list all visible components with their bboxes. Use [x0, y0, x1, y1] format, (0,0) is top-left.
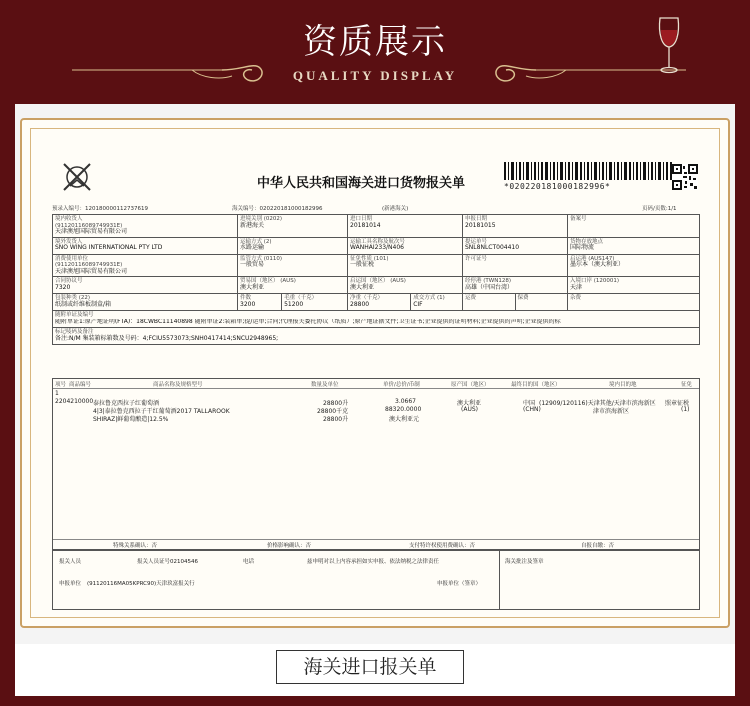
declaration-header-table — [52, 214, 700, 345]
origin-country: 澳大利亚 — [350, 283, 375, 291]
field-label: 净重（千克） — [350, 295, 384, 301]
col-header: 数量及单位 — [311, 382, 339, 388]
royalty-confirm: 支付特许权使用费确认：否 — [409, 543, 476, 549]
field-label: 境外发货人 — [55, 238, 83, 245]
field-label: 标记唛码及备注 — [55, 329, 94, 335]
declare-date: 20181015 — [465, 221, 496, 229]
transit-port: 高雄（中国台湾） — [465, 283, 514, 291]
gross-weight: 51200 — [284, 300, 304, 308]
customs-declaration — [52, 160, 700, 610]
declarant-cert: 报关人员证号02104546 — [137, 559, 198, 565]
field-label: 备案号 — [570, 216, 587, 222]
barcode — [504, 162, 672, 180]
entry-port: 新港海关 — [240, 221, 265, 229]
field-code: (AUS) — [390, 278, 406, 284]
col-header: 项号 — [55, 382, 67, 388]
quantity-1: 28800升 — [323, 400, 349, 407]
tax-mode: 照章征税 — [665, 400, 690, 407]
field-label: 贸易国（地区） — [240, 278, 279, 284]
field-label: 许可证号 — [465, 255, 488, 262]
deal-mode: CIF — [413, 300, 423, 308]
field-code: (0202) — [263, 216, 283, 222]
field-code: (1) — [436, 295, 445, 301]
unit-price: 3.0667 — [395, 398, 416, 405]
col-header: 境内目的地 — [609, 382, 637, 388]
special-relation-confirm: 特殊关系确认：否 — [113, 543, 158, 549]
entry-place: 天津 — [570, 283, 583, 291]
import-date: 20181014 — [350, 221, 381, 229]
field-label: 毛重（千克） — [284, 295, 318, 301]
frame-bottom — [0, 696, 750, 706]
total-price: 88320.0000 — [385, 406, 422, 413]
field-code: (0110) — [263, 255, 283, 262]
field-label: 杂费 — [570, 295, 582, 301]
customs-office: (新港海关) — [382, 206, 409, 212]
page-number: 页码/页数:1/1 — [642, 206, 677, 212]
currency: 澳大利亚元 — [389, 416, 420, 423]
field-label: 运费 — [465, 295, 477, 301]
document-caption: 海关进口报关单 — [276, 650, 464, 684]
field-label: 合同协议号 — [55, 278, 83, 284]
declarant-label: 报关人员 — [59, 559, 82, 565]
marks-remarks: 备注:N/M 集装箱标箱数及号码：4;FCIU5573073;SNH0417414;SNCU2948965; — [55, 334, 279, 342]
quantity-3: 28800升 — [323, 416, 349, 423]
field-code: (AUS147) — [588, 255, 615, 262]
quantity-2: 28800千克 — [317, 408, 349, 415]
field-label: 随附单证及编号 — [55, 312, 94, 318]
pre-entry-number: 预录入编号：120180000112737619 — [52, 206, 148, 212]
domestic-destination-line2: 津市滨海新区 — [593, 408, 630, 415]
contract-number: 7320 — [55, 283, 71, 291]
field-label: 保费 — [517, 295, 529, 301]
field-code: (2) — [263, 238, 272, 245]
phone-label: 电话 — [243, 559, 255, 565]
origin-country: 澳大利亚 — [457, 400, 482, 407]
declarant-section — [52, 550, 700, 610]
tax-mode-code: (1) — [681, 406, 690, 413]
package-type: 纸制或纤维板制盒/箱 — [55, 300, 112, 308]
field-code: (101) — [373, 255, 389, 262]
field-label: 进口日期 — [350, 216, 373, 222]
attached-documents: 随附单证1:原产地证明(FTA)：18CWBC11140898 随附单证2:装箱单;提/运单;合同;代理报关委托协议（纸质）;原产地证据文件;卫生证书;企业提供的证明材料;企业提供的声明;企业提供的标 — [55, 318, 561, 325]
trade-country: 澳大利亚 — [240, 283, 265, 291]
departure-port: 墨尔本（澳大利亚） — [570, 261, 625, 268]
net-weight: 28800 — [350, 300, 370, 308]
section-title: 资质展示 — [303, 22, 447, 62]
storage-place: 国际物流 — [570, 244, 595, 251]
declaring-unit: (91120116MA05KPRC90)天津玖富报关行 — [87, 581, 195, 587]
field-label: 运输方式 — [240, 238, 263, 245]
consignor-name: SNO WING INTERNATIONAL PTY LTD — [55, 244, 163, 251]
qr-code — [672, 164, 698, 190]
goods-name-line1: 泰拉鲁克西拉子红葡萄酒 — [93, 400, 160, 407]
field-label: 申报日期 — [465, 216, 488, 222]
field-label: 入境口岸 — [570, 278, 593, 284]
section-subtitle: QUALITY DISPLAY — [292, 68, 458, 83]
field-label: 启运港 — [570, 255, 587, 262]
field-label: 包装种类 — [55, 295, 78, 301]
tax-nature: 一般征税 — [350, 261, 375, 268]
field-label: 进境关别 — [240, 216, 263, 222]
domestic-destination: (12909/120116)天津其他/天津市滨海新区 — [539, 400, 656, 407]
field-label: 件数 — [240, 295, 252, 301]
legal-statement: 兹申明对以上内容承担如实申报、依法纳税之法律责任 — [307, 559, 440, 565]
field-label: 成交方式 — [413, 295, 436, 301]
field-label: 经停港 — [465, 278, 482, 284]
field-label: 征免性质 — [350, 255, 373, 262]
wine-glass-icon — [656, 16, 682, 76]
vessel: WANHAI233/N406 — [350, 244, 404, 251]
hs-code: 2204210000 — [55, 398, 94, 405]
declaring-unit-label: 申报单位 — [59, 581, 82, 587]
destination-country: 中国 — [523, 400, 536, 407]
field-label: 境内收货人 — [55, 216, 83, 222]
destination-code: (CHN) — [523, 406, 541, 413]
unit-seal: 申报单位（签章） — [437, 581, 482, 587]
field-code: (91120116089749931E) — [55, 262, 123, 268]
frame-right — [735, 0, 750, 706]
frame-left — [0, 0, 15, 706]
supervise-mode: 一般贸易 — [240, 261, 265, 268]
col-header: 征免 — [681, 382, 693, 388]
customs-number: 海关编号：020220181000182996 — [232, 206, 323, 212]
self-report-confirm: 自报自缴：否 — [581, 543, 615, 549]
customs-emblem-icon — [60, 160, 94, 194]
field-label: 提运单号 — [465, 238, 488, 245]
item-number: 1 — [55, 390, 59, 397]
field-code: (22) — [78, 295, 91, 301]
bill-of-lading: SNL8NLCT004410 — [465, 244, 520, 251]
field-label: 启运国（地区） — [350, 278, 389, 284]
barcode-number: *020220181000182996* — [504, 182, 611, 191]
field-code: (120001) — [593, 278, 620, 284]
col-header: 最终目的国（地区） — [511, 382, 561, 388]
col-header: 单价/总价/币制 — [383, 382, 420, 388]
field-label: 运输工具名称及航次号 — [350, 238, 406, 245]
origin-code: (AUS) — [461, 406, 478, 413]
field-label: 货物存放地点 — [570, 238, 604, 245]
transport-mode: 水路运输 — [240, 244, 265, 251]
col-header: 商品编号 — [69, 382, 92, 388]
col-header: 原产国（地区） — [451, 382, 490, 388]
field-code: (TWN128) — [483, 278, 511, 284]
field-label: 监管方式 — [240, 255, 263, 262]
document-title: 中华人民共和国海关进口货物报关单 — [257, 176, 466, 191]
price-impact-confirm: 价格影响确认：否 — [267, 543, 312, 549]
field-label: 消费使用单位 — [55, 255, 89, 262]
field-code: (91120116089749931E) — [55, 222, 123, 229]
goods-section — [52, 378, 700, 550]
field-code: (AUS) — [280, 278, 296, 284]
user-name: 天津澳旭国际贸易有限公司 — [55, 267, 128, 275]
consignee-name: 天津澳旭国际贸易有限公司 — [55, 228, 128, 235]
goods-name-line2: 4|3|泰拉鲁克西拉子干红葡萄酒2017 TALLAROOK — [93, 408, 230, 415]
pieces: 3200 — [240, 300, 256, 308]
customs-annotation: 海关批注及签章 — [505, 559, 544, 565]
col-header: 商品名称及规格型号 — [153, 382, 203, 388]
goods-name-line3: SHIRAZ|鲜葡萄酿造|12.5% — [93, 416, 169, 423]
